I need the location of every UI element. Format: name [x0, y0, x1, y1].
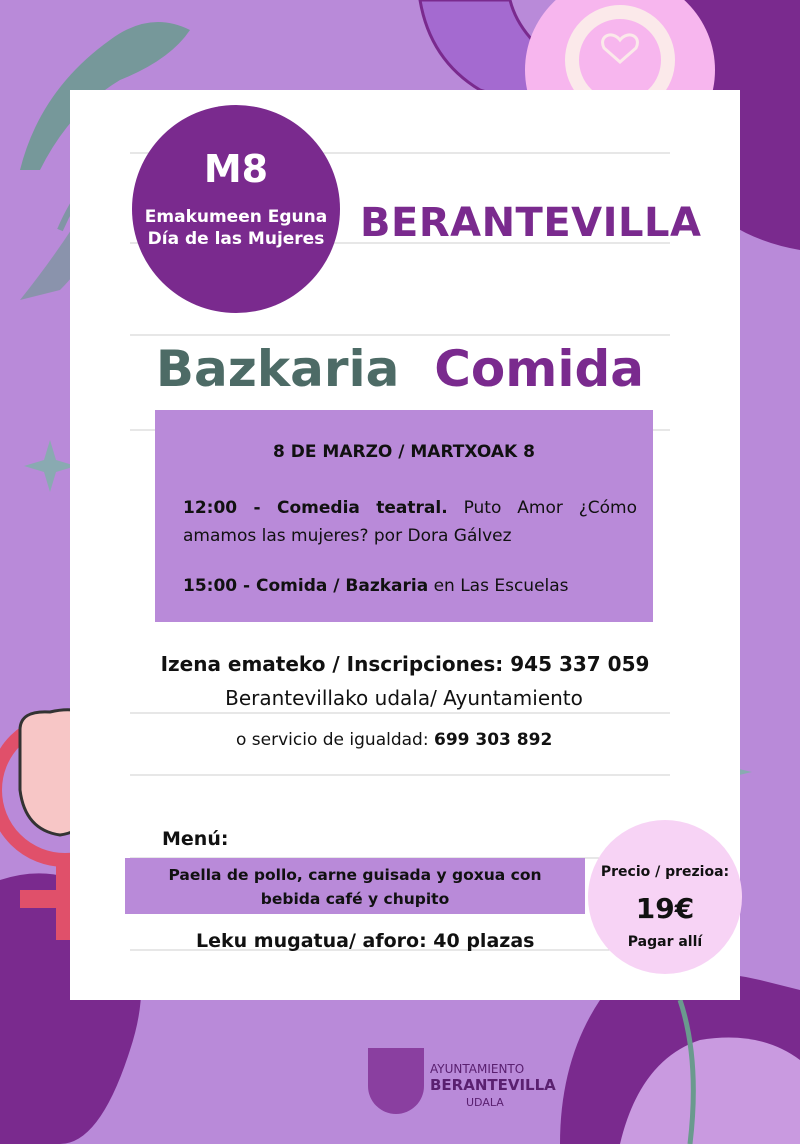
- menu-label: Menú:: [162, 828, 229, 850]
- ayuntamiento-line: Berantevillako udala/ Ayuntamiento: [225, 686, 583, 710]
- service-label: o servicio de igualdad:: [236, 730, 429, 750]
- logo-line-3: UDALA: [466, 1096, 504, 1109]
- program-item-1: [183, 494, 637, 550]
- event-date: 8 DE MARZO / MARTXOAK 8: [273, 442, 535, 462]
- event-title: [0, 340, 800, 398]
- price-value: 19€: [635, 892, 695, 925]
- item1-text: Puto Amor ¿Cómo amamos las mujeres? por Dora Gálvez: [183, 498, 638, 546]
- program-item-2: [183, 576, 569, 596]
- menu-box: [125, 858, 585, 914]
- service-phone: 699 303 892: [433, 730, 553, 750]
- town-name: BERANTEVILLA: [360, 200, 702, 246]
- title-basque: Bazkaria: [155, 340, 400, 398]
- logo-line-1: AYUNTAMIENTO: [430, 1062, 525, 1076]
- program-box: [155, 410, 653, 622]
- menu-line-2: bebida café y chupito: [260, 890, 450, 908]
- item1-time: 12:00 - Comedia teatral.: [183, 498, 448, 518]
- service-line: [236, 730, 552, 750]
- town-crest-icon: [368, 1048, 424, 1114]
- logo-line-2: BERANTEVILLA: [430, 1076, 556, 1094]
- item2-text: en Las Escuelas: [433, 576, 569, 596]
- sparkle-icon: [24, 440, 76, 492]
- title-spanish: Comida: [434, 340, 645, 398]
- price-label: Precio / prezioa:: [600, 864, 730, 880]
- badge-spanish: Día de las Mujeres: [147, 229, 325, 249]
- registration-line: Izena emateko / Inscripciones: 945 337 059: [160, 652, 650, 676]
- item2-time: 15:00 - Comida / Bazkaria: [183, 576, 429, 596]
- badge-basque: Emakumeen Eguna: [144, 207, 328, 227]
- badge-title: M8: [203, 147, 269, 191]
- m8-badge: [132, 105, 340, 313]
- price-circle: [588, 820, 742, 974]
- payment-note: Pagar allí: [627, 934, 703, 950]
- menu-line-1: Paella de pollo, carne guisada y goxua con: [168, 866, 542, 884]
- capacity-line: Leku mugatua/ aforo: 40 plazas: [196, 930, 535, 952]
